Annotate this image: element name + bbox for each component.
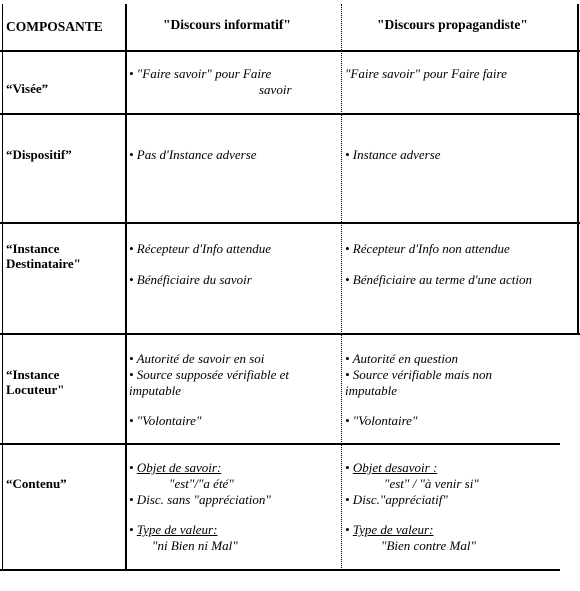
- contenu-propagandiste-valeur: "Bien contre Mal": [381, 538, 476, 553]
- locuteur-propagandiste-line1: • Autorité en question: [345, 351, 458, 366]
- bullet: •: [129, 522, 137, 537]
- column-divider-2: [341, 4, 342, 570]
- destinataire-propagandiste-line1: • Récepteur d'Info non attendue: [345, 241, 510, 256]
- row-divider-3: [0, 333, 580, 335]
- row-label-dispositif: “Dispositif”: [6, 147, 72, 162]
- header-discours-informatif: "Discours informatif": [163, 17, 291, 32]
- objet-desavoir-label: Objet desavoir :: [352, 460, 438, 475]
- contenu-informatif-disc: • Disc. sans "appréciation": [129, 492, 271, 507]
- contenu-propagandiste-type: [345, 522, 433, 538]
- type-de-valeur-label: Type de valeur:: [136, 522, 218, 537]
- row-label-instance-locuteur-1: “Instance: [6, 367, 60, 382]
- row-label-instance-destinataire-2: Destinataire": [6, 256, 81, 271]
- objet-de-savoir-label: Objet de savoir:: [136, 460, 222, 475]
- dispositif-propagandiste-line1: • Instance adverse: [345, 147, 441, 162]
- header-discours-propagandiste: "Discours propagandiste": [377, 17, 528, 32]
- bullet: •: [345, 522, 353, 537]
- row-divider-1: [0, 113, 580, 115]
- table-border-left: [2, 4, 3, 570]
- contenu-informatif-objet: [129, 460, 221, 476]
- bullet: •: [345, 460, 353, 475]
- row-divider-2: [0, 222, 580, 224]
- table-border-right: [577, 4, 579, 334]
- locuteur-informatif-line2: • Source supposée vérifiable et: [129, 367, 290, 382]
- row-label-instance-destinataire-1: “Instance: [6, 241, 60, 256]
- locuteur-propagandiste-line3: imputable: [345, 383, 397, 398]
- table-border-bottom: [0, 569, 560, 571]
- row-divider-4: [0, 443, 560, 445]
- type-de-valeur-label: Type de valeur:: [352, 522, 434, 537]
- contenu-informatif-est: "est"/"a été": [169, 476, 234, 491]
- column-divider-1: [125, 4, 127, 570]
- visee-informatif-line1: • "Faire savoir" pour Faire: [129, 66, 272, 81]
- contenu-propagandiste-est: "est" / "à venir si": [384, 476, 479, 491]
- bullet: •: [129, 460, 137, 475]
- destinataire-propagandiste-line2: • Bénéficiaire au terme d'une action: [345, 272, 532, 287]
- locuteur-informatif-line3: imputable: [129, 383, 181, 398]
- contenu-propagandiste-disc: • Disc."appréciatif": [345, 492, 448, 507]
- visee-propagandiste-line1: "Faire savoir" pour Faire faire: [345, 66, 507, 81]
- locuteur-propagandiste-line4: • "Volontaire": [345, 413, 418, 428]
- row-label-visee: “Visée”: [6, 81, 49, 96]
- row-divider-header: [0, 50, 580, 52]
- row-label-contenu: “Contenu”: [6, 476, 67, 491]
- destinataire-informatif-line1: • Récepteur d'Info attendue: [129, 241, 271, 256]
- destinataire-informatif-line2: • Bénéficiaire du savoir: [129, 272, 252, 287]
- locuteur-informatif-line4: • "Volontaire": [129, 413, 202, 428]
- contenu-propagandiste-objet: [345, 460, 437, 476]
- visee-informatif-line2: savoir: [259, 82, 292, 97]
- locuteur-informatif-line1: • Autorité de savoir en soi: [129, 351, 265, 366]
- row-label-instance-locuteur-2: Locuteur": [6, 382, 65, 397]
- contenu-informatif-valeur: "ni Bien ni Mal": [152, 538, 238, 553]
- contenu-informatif-type: [129, 522, 217, 538]
- locuteur-propagandiste-line2: • Source vérifiable mais non: [345, 367, 493, 382]
- header-composante: COMPOSANTE: [6, 19, 103, 34]
- dispositif-informatif-line1: • Pas d'Instance adverse: [129, 147, 257, 162]
